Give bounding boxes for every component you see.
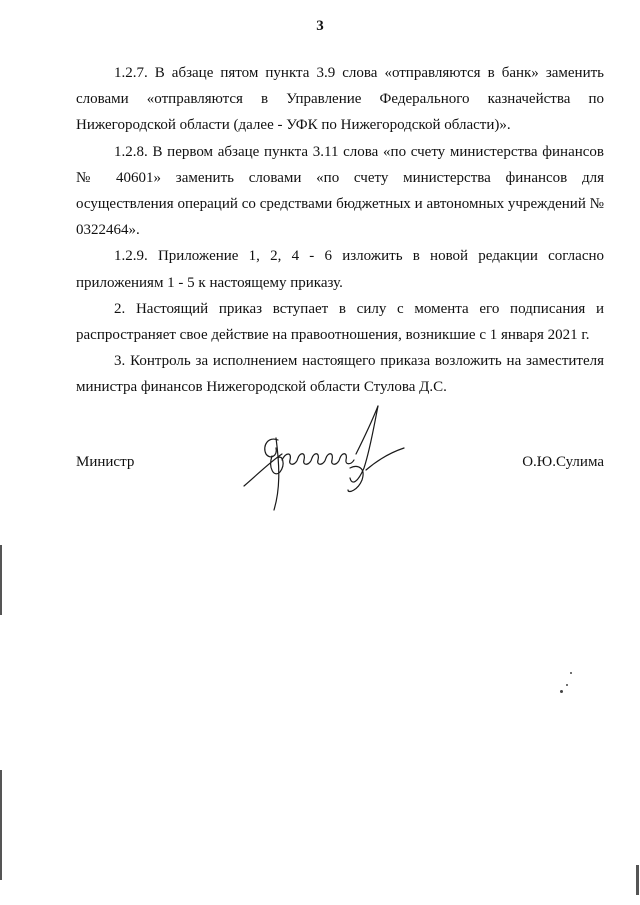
paragraph-1-2-9: 1.2.9. Приложение 1, 2, 4 - 6 изложить в новой редакции согласно приложениям 1 - 5 к настоящему приказу. xyxy=(76,248,604,291)
signatory-name: О.Ю.Сулима xyxy=(522,454,604,470)
paragraph-3: 3. Контроль за исполнением настоящего приказа возложить на заместителя министра финансов Нижегородской области Стулова Д.С. xyxy=(76,353,604,396)
document-body xyxy=(76,60,604,401)
paragraph-1-2-8: 1.2.8. В первом абзаце пункта 3.11 слова «по счету министерства финансов № 40601» заменить словами «по счету министерства финансов для осуществления операций со средствами бюджетных и автономных учреждений № 0322464». xyxy=(76,143,604,239)
scan-edge-mark xyxy=(0,770,2,880)
scan-edge-mark xyxy=(0,545,2,615)
scan-speck xyxy=(560,690,563,693)
scan-edge-mark xyxy=(636,865,639,895)
paragraph-2: 2. Настоящий приказ вступает в силу с момента его подписания и распространяет свое действие на правоотношения, возникшие с 1 января 2021 г. xyxy=(76,300,604,344)
scan-speck xyxy=(566,684,568,686)
page-number: 3 xyxy=(316,18,324,34)
paragraph-1-2-7: 1.2.7. В абзаце пятом пункта 3.9 слова «отправляются в банк» заменить словами «отправляются в Управление Федерального казначейства по Нижегородской области (далее - УФК по Нижегородской области)». xyxy=(76,65,604,134)
handwritten-signature xyxy=(238,398,408,513)
scan-speck xyxy=(570,672,572,674)
signatory-title: Министр xyxy=(76,454,135,470)
